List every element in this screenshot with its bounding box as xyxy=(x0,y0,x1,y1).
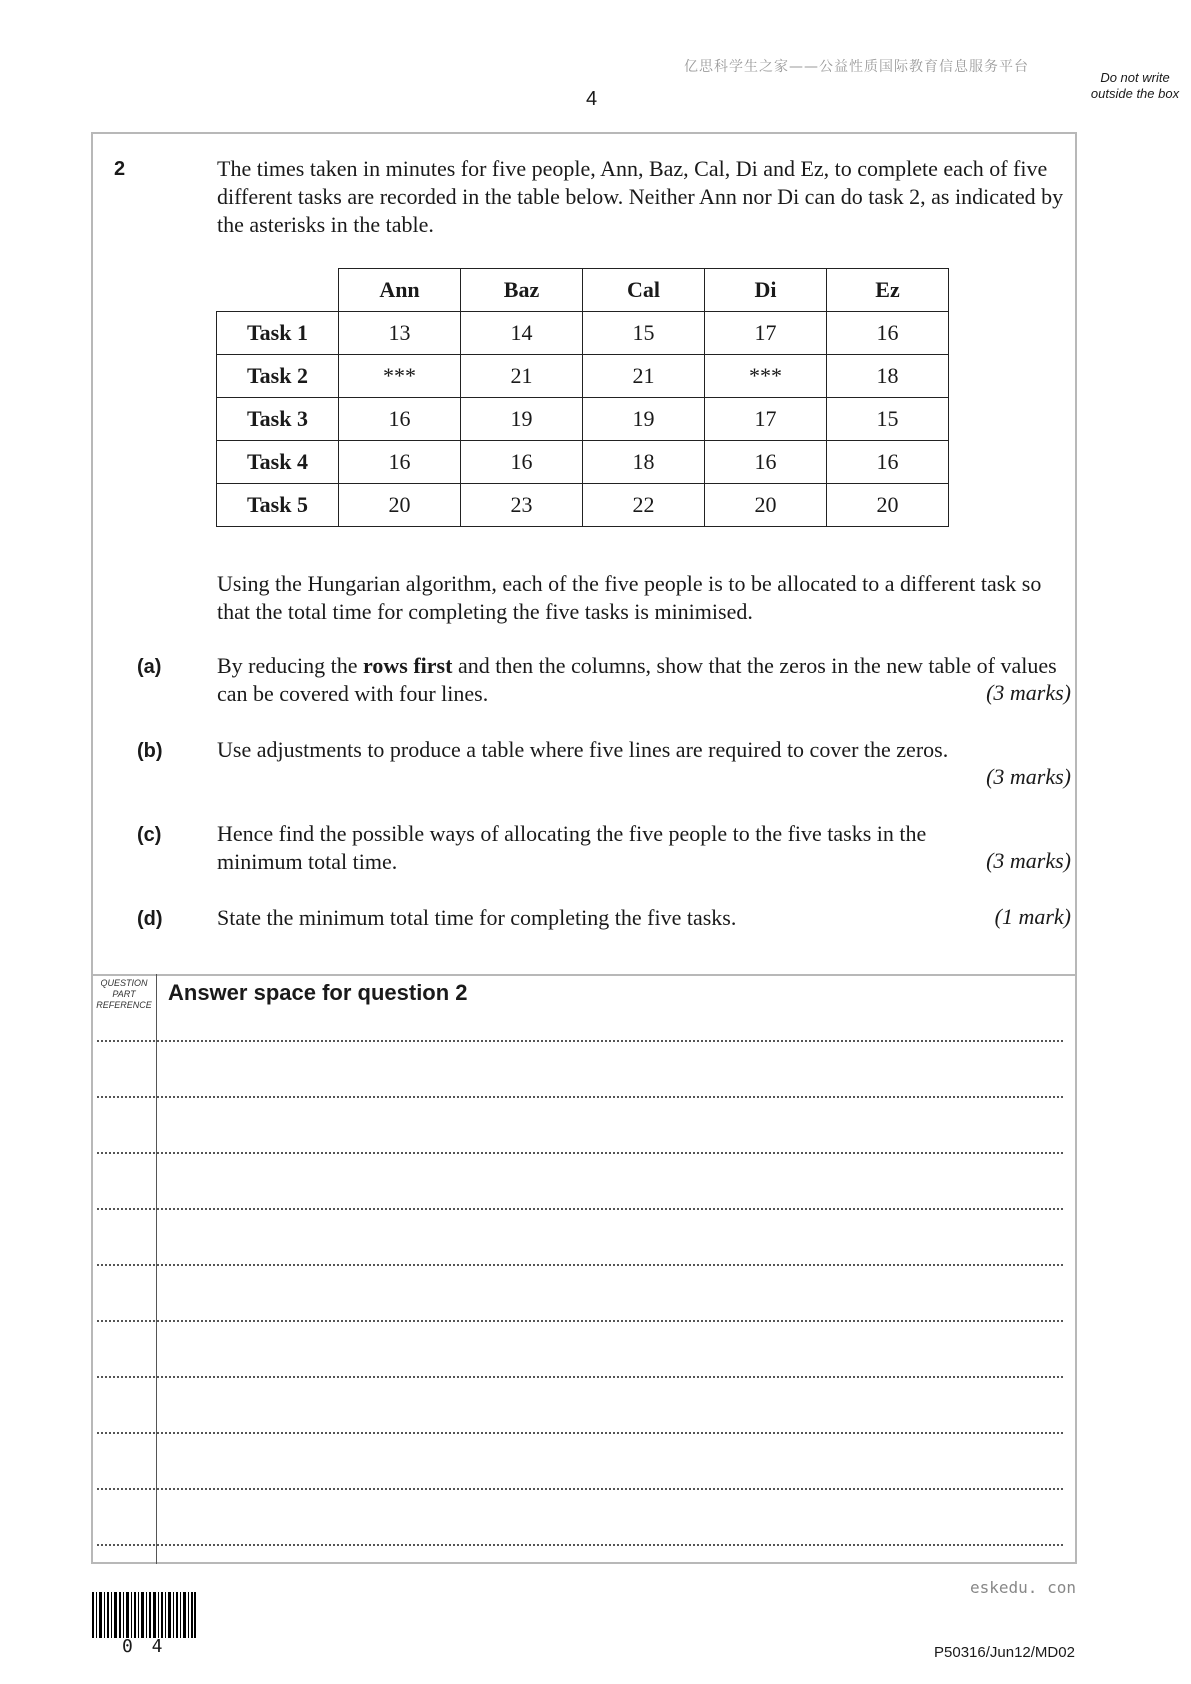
table-cell: 16 xyxy=(461,441,583,484)
part-text-d: State the minimum total time for completing the five tasks. xyxy=(217,905,737,930)
column-header: Cal xyxy=(583,269,705,312)
row-header: Task 1 xyxy=(217,312,339,355)
part-label-a: (a) xyxy=(137,656,162,678)
table-cell: 19 xyxy=(461,398,583,441)
part-a-text-end: and then the columns, show that the zeros in the new table of values can be covered with four lines. xyxy=(217,653,1057,706)
row-header: Task 5 xyxy=(217,484,339,527)
marks-b: (3 marks) xyxy=(986,764,1071,789)
paper-reference: P50316/Jun12/MD02 xyxy=(934,1644,1075,1661)
table-cell: 19 xyxy=(583,398,705,441)
part-label-b: (b) xyxy=(137,740,163,762)
answer-line[interactable] xyxy=(97,1208,1063,1210)
question-number: 2 xyxy=(114,158,126,180)
answer-line[interactable] xyxy=(97,1152,1063,1154)
question-part-reference: QUESTION PART REFERENCE xyxy=(96,978,152,1010)
column-header: Ez xyxy=(827,269,949,312)
part-text-c: Hence find the possible ways of allocating the five people to the five tasks in the minimum total time. xyxy=(217,821,927,874)
table-cell: 20 xyxy=(827,484,949,527)
answer-divider xyxy=(91,974,1077,976)
table-row xyxy=(217,484,949,527)
table-header-row xyxy=(217,269,949,312)
table-cell: 21 xyxy=(461,355,583,398)
marks-c: (3 marks) xyxy=(986,848,1071,873)
answer-line[interactable] xyxy=(97,1096,1063,1098)
marks-a: (3 marks) xyxy=(986,680,1071,705)
watermark-text: 亿思科学生之家——公益性质国际教育信息服务平台 xyxy=(684,59,1029,75)
table-cell: 17 xyxy=(705,398,827,441)
table-cell: 18 xyxy=(827,355,949,398)
margin-rule xyxy=(156,974,157,1564)
answer-line[interactable] xyxy=(97,1264,1063,1266)
answer-line[interactable] xyxy=(97,1040,1063,1042)
table-cell: 16 xyxy=(827,441,949,484)
do-not-write-note: Do not write outside the box xyxy=(1090,70,1180,101)
table-cell: 16 xyxy=(339,398,461,441)
barcode-icon xyxy=(92,1592,196,1638)
answer-line[interactable] xyxy=(97,1320,1063,1322)
table-row xyxy=(217,398,949,441)
part-a-text-start: By reducing the xyxy=(217,653,364,678)
table-cell: 20 xyxy=(705,484,827,527)
table-cell: 18 xyxy=(583,441,705,484)
table-cell: *** xyxy=(339,355,461,398)
table-corner-cell xyxy=(217,269,339,312)
part-text-a xyxy=(217,652,1069,708)
table-cell: 23 xyxy=(461,484,583,527)
table-cell: *** xyxy=(705,355,827,398)
table-cell: 14 xyxy=(461,312,583,355)
part-label-d: (d) xyxy=(137,908,163,930)
table-cell: 22 xyxy=(583,484,705,527)
table-row xyxy=(217,355,949,398)
column-header: Ann xyxy=(339,269,461,312)
page-number: 4 xyxy=(586,88,598,110)
table-cell: 20 xyxy=(339,484,461,527)
table-cell: 13 xyxy=(339,312,461,355)
algorithm-instruction: Using the Hungarian algorithm, each of the five people is to be allocated to a different task so that the total time for completing the five tasks is minimised. xyxy=(217,571,1042,624)
table-row xyxy=(217,441,949,484)
table-cell: 15 xyxy=(583,312,705,355)
answer-space-title: Answer space for question 2 xyxy=(168,980,468,1005)
answer-line[interactable] xyxy=(97,1544,1063,1546)
row-header: Task 3 xyxy=(217,398,339,441)
table-cell: 16 xyxy=(705,441,827,484)
task-times-table xyxy=(216,268,949,527)
answer-line[interactable] xyxy=(97,1488,1063,1490)
marks-d: (1 mark) xyxy=(994,904,1071,929)
barcode-digits: 0 4 xyxy=(122,1636,167,1657)
question-intro: The times taken in minutes for five people, Ann, Baz, Cal, Di and Ez, to complete each of five different tasks are recorded in the table below. Neither Ann nor Di can do task 2, as indicated by the asterisks in the table. xyxy=(217,156,1064,237)
answer-line[interactable] xyxy=(97,1376,1063,1378)
table-cell: 17 xyxy=(705,312,827,355)
column-header: Di xyxy=(705,269,827,312)
part-label-c: (c) xyxy=(137,824,162,846)
table-row xyxy=(217,312,949,355)
table-cell: 21 xyxy=(583,355,705,398)
part-a-emphasis: rows first xyxy=(363,653,453,678)
row-header: Task 4 xyxy=(217,441,339,484)
part-text-b: Use adjustments to produce a table where five lines are required to cover the zeros. xyxy=(217,737,949,762)
site-watermark: eskedu. con xyxy=(970,1578,1076,1597)
table-cell: 16 xyxy=(339,441,461,484)
table-cell: 15 xyxy=(827,398,949,441)
column-header: Baz xyxy=(461,269,583,312)
table-cell: 16 xyxy=(827,312,949,355)
answer-line[interactable] xyxy=(97,1432,1063,1434)
row-header: Task 2 xyxy=(217,355,339,398)
